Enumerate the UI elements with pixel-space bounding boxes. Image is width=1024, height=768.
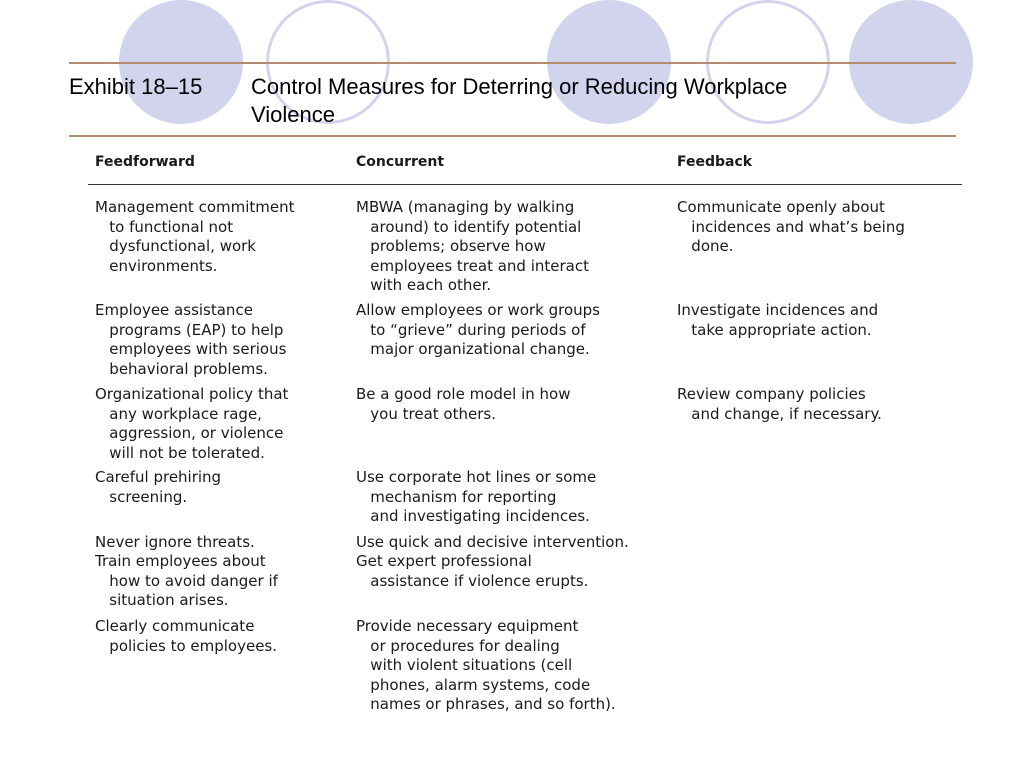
feedforward-item: Train employees about how to avoid danger if situation arises.: [95, 552, 278, 609]
concurrent-item: Allow employees or work groups to “grieve” during periods of major organizational change.: [356, 301, 600, 358]
feedforward-item: Organizational policy that any workplace rage, aggression, or violence will not be tolerated.: [95, 385, 289, 462]
concurrent-item: Provide necessary equipment or procedures for dealing with violent situations (cell phones, alarm systems, code names or phrases, and so forth).: [356, 617, 616, 713]
feedforward-item: Careful prehiring screening.: [95, 468, 222, 506]
concurrent-item: Use corporate hot lines or some mechanism for reporting and investigating incidences.: [356, 468, 597, 525]
feedforward-item: Employee assistance programs (EAP) to help employees with serious behavioral problems.: [95, 301, 287, 378]
header-divider: [88, 184, 962, 185]
bottom-rule: [69, 135, 956, 137]
column-header-feedback: Feedback: [677, 154, 753, 170]
feedback-item: Communicate openly about incidences and what’s being done.: [677, 198, 905, 255]
concurrent-item: Use quick and decisive intervention.: [356, 533, 629, 551]
feedback-item: Review company policies and change, if necessary.: [677, 385, 882, 423]
feedforward-item: Never ignore threats.: [95, 533, 255, 551]
page-title: Control Measures for Deterring or Reducing Workplace Violence: [251, 74, 788, 127]
top-rule: [69, 62, 956, 64]
feedforward-item: Clearly communicate policies to employees.: [95, 617, 278, 655]
exhibit-number: Exhibit 18–15: [69, 74, 203, 99]
feedback-item: Investigate incidences and take appropriate action.: [677, 301, 879, 339]
concurrent-item: Be a good role model in how you treat others.: [356, 385, 571, 423]
feedforward-item: Management commitment to functional not dysfunctional, work environments.: [95, 198, 295, 275]
concurrent-item: MBWA (managing by walking around) to identify potential problems; observe how employees treat and interact with each other.: [356, 198, 589, 294]
column-header-feedforward: Feedforward: [95, 154, 195, 170]
concurrent-item: Get expert professional assistance if violence erupts.: [356, 552, 589, 590]
column-header-concurrent: Concurrent: [356, 154, 445, 170]
